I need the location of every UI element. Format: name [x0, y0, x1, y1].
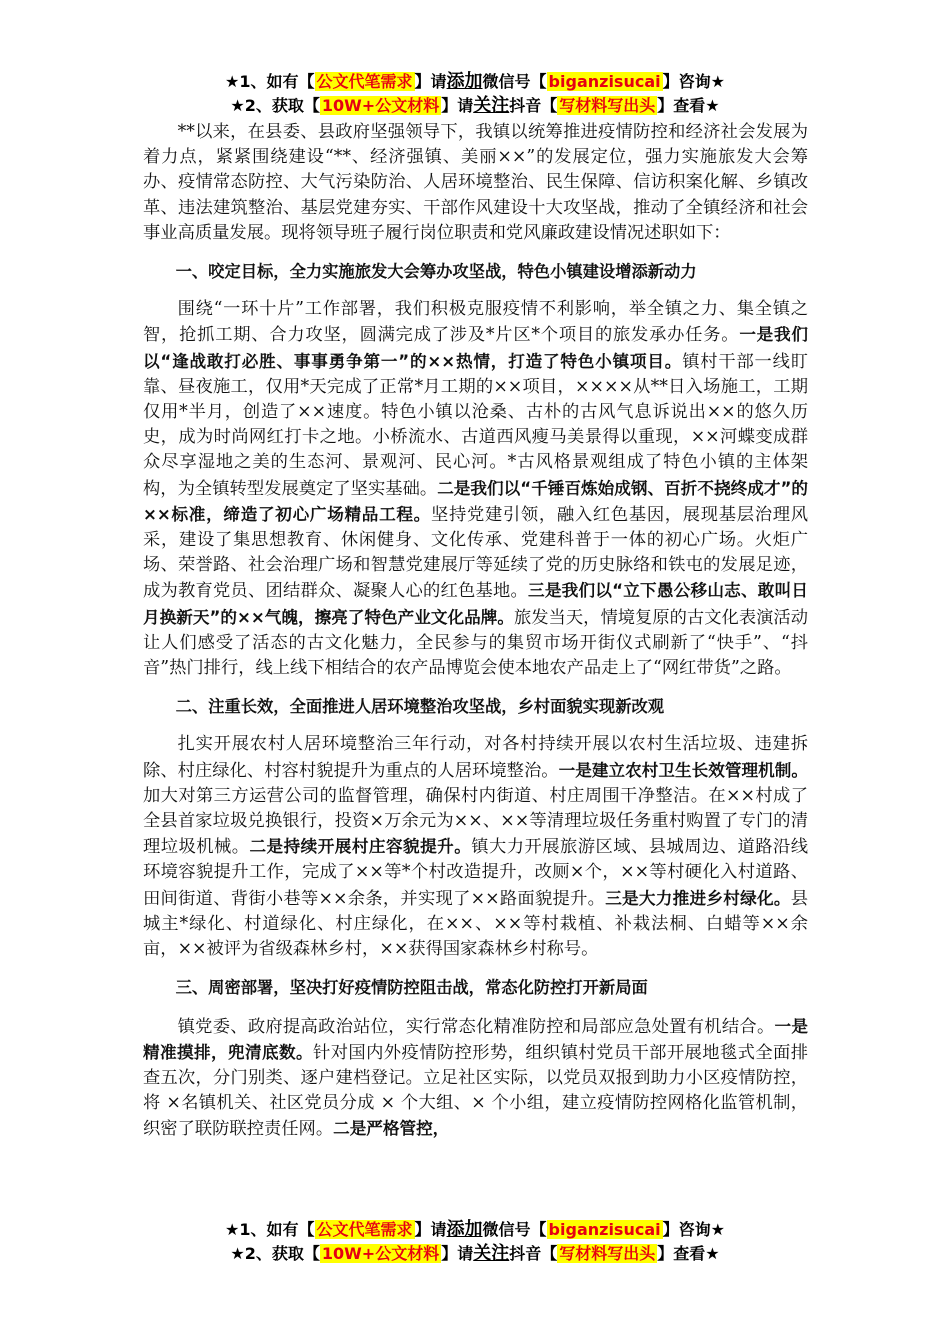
- highlight-douyin-account: 写材料写出头: [559, 1244, 656, 1263]
- highlight-wechat-id: biganzisucai: [548, 72, 661, 91]
- bottom-banner: [0, 1218, 950, 1266]
- highlight-service: 公文代笔需求: [316, 1220, 413, 1239]
- top-banner: [0, 70, 950, 118]
- banner-line-1: ★1、如有【 公文代笔需求 】请添加微信号【 biganzisucai 】咨询★: [225, 1219, 725, 1240]
- highlight-wechat-id: biganzisucai: [548, 1220, 661, 1239]
- section-2-paragraph: 扎实开展农村人居环境整治三年行动，对各村持续开展以农村生活垃圾、违建拆除、村庄绿化、村容村貌提升为重点的人居环境整治。一是建立农村卫生长效管理机制。加大对第三方运营公司的监督管理，确保村内街道、村庄周围干净整洁。在××村成了全县首家垃圾兑换银行，投资×万余元为××、××等清理垃圾任务重村购置了专门的清理垃圾机械。二是持续开展村庄容貌提升。镇大力开展旅游区域、县城周边、道路沿线环境容貌提升工作，完成了××等*个村改造提升，改厕×个，××等村硬化入村道路、田间街道、背街小巷等××余条，并实现了××路面貌提升。三是大力推进乡村绿化。县城主*绿化、村道绿化、村庄绿化，在××、××等村栽植、补栽法桐、白蜡等××余亩，××被评为省级森林乡村，××获得国家森林乡村称号。: [143, 734, 809, 960]
- highlight-materials: 10W+公文材料: [321, 96, 440, 115]
- highlight-douyin-account: 写材料写出头: [559, 96, 656, 115]
- banner-line-1: ★1、如有【 公文代笔需求 】请添加微信号【 biganzisucai 】咨询★: [225, 71, 725, 92]
- document-body: [143, 120, 808, 1143]
- highlight-materials: 10W+公文材料: [321, 1244, 440, 1263]
- banner-line-2: ★2、获取【 10W+公文材料 】请关注抖音【 写材料写出头 】查看★: [230, 1243, 720, 1264]
- banner-line-2: ★2、获取【 10W+公文材料 】请关注抖音【 写材料写出头 】查看★: [230, 95, 720, 116]
- section-3-paragraph: 镇党委、政府提高政治站位，实行常态化精准防控和局部应急处置有机结合。一是精准摸排，兜清底数。针对国内外疫情防控形势，组织镇村党员干部开展地毯式全面排查五次，分门别类、逐户建档登记。立足社区实际，以党员双报到助力小区疫情防控，将 ×名镇机关、社区党员分成 × 个大组、× 个小组，建立疫情防控网格化监管机制，织密了联防联控责任网。二是严格管控，: [143, 1016, 808, 1140]
- section-heading-2: 二、注重长效，全面推进人居环境整治攻坚战，乡村面貌实现新改观: [175, 697, 665, 717]
- section-1-paragraph: 围绕“一环十片”工作部署，我们积极克服疫情不利影响，举全镇之力、集全镇之智，抢抓工期、合力攻坚，圆满完成了涉及*片区*个项目的旅发承办任务。一是我们以“逢战敢打必胜、事事勇争第一”的××热情，打造了特色小镇项目。镇村干部一线盯靠、昼夜施工，仅用*天完成了正常*月工期的××项目，××××从**日入场施工，工期仅用*半月，创造了××速度。特色小镇以沧桑、古朴的古风气息诉说出××的悠久历史，成为时尚网红打卡之地。小桥流水、古道西风瘦马美景得以重现，××河蝶变成群众尽享湿地之美的生态河、景观河、民心河。*古风格景观组成了特色小镇的主体架构，为全镇转型发展奠定了坚实基础。二是我们以“千锤百炼始成钢、百折不挠终成才”的××标准，缔造了初心广场精品工程。坚持党建引领，融入红色基因，展现基层治理风采，建设了集思想教育、休闲健身、文化传承、党建科普于一体的初心广场。火炬广场、荣誉路、社会治理广场和智慧党建展厅等延续了党的历史脉络和铁屯的发展足迹，成为教育党员、团结群众、凝聚人心的红色基地。三是我们以“立下愚公移山志、敢叫日月换新天”的××气魄，擦亮了特色产业文化品牌。旅发当天，情境复原的古文化表演活动让人们感受了活态的古文化魅力，全民参与的集贸市场开街仪式刷新了“快手”、“抖音”热门排行，线上线下相结合的农产品博览会使本地农产品走上了“网红带货”之路。: [143, 299, 808, 679]
- intro-paragraph: **以来，在县委、县政府坚强领导下，我镇以统筹推进疫情防控和经济社会发展为着力点，紧紧围绕建设“**、经济强镇、美丽××”的发展定位，强力实施旅发大会筹办、疫情常态防控、大气污染防治、人居环境整治、民生保障、信访积案化解、乡镇改革、违法建筑整治、基层党建夯实、干部作风建设十大攻坚战，推动了全镇经济和社会事业高质量发展。现将领导班子履行岗位职责和党风廉政建设情况述职如下：: [143, 122, 808, 243]
- section-heading-1: 一、咬定目标，全力实施旅发大会筹办攻坚战，特色小镇建设增添新动力: [175, 262, 697, 282]
- section-heading-3: 三、周密部署，坚决打好疫情防控阻击战，常态化防控打开新局面: [175, 978, 648, 998]
- highlight-service: 公文代笔需求: [316, 72, 413, 91]
